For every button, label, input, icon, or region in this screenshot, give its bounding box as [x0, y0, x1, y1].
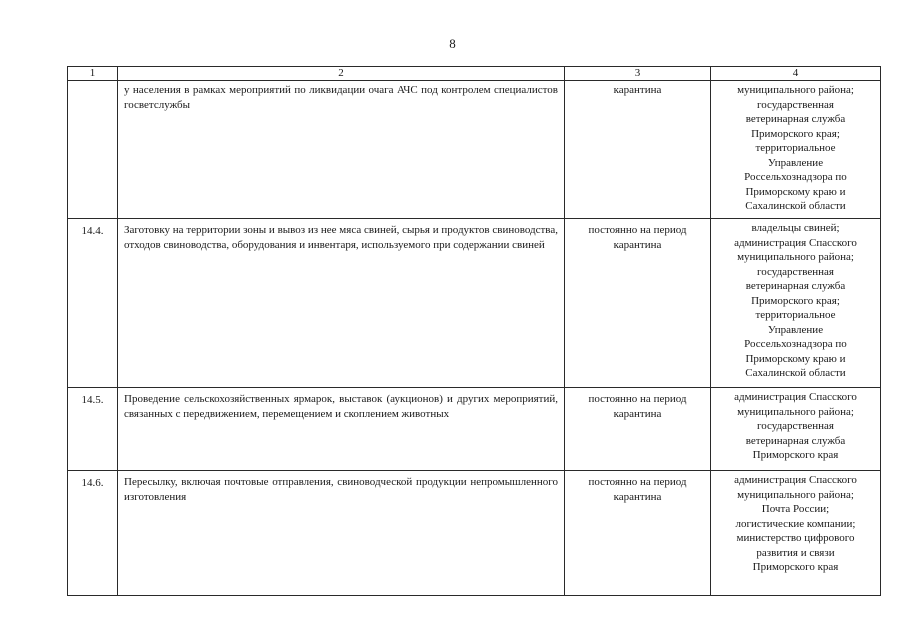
responsible-line: территориальное — [755, 309, 836, 321]
measure-period: постоянно на период карантина — [565, 388, 711, 471]
responsible-line: администрация Спасского — [734, 474, 857, 486]
table-row — [68, 471, 881, 596]
row-number — [68, 81, 118, 219]
column-header: 1 — [68, 67, 118, 81]
responsible-line: Приморскому краю и — [745, 185, 846, 198]
measure-description: у населения в рамках мероприятий по ликвидации очага АЧС под контролем специалистов госветслужбы — [118, 81, 565, 219]
responsible-line: ветеринарная служба — [745, 113, 846, 125]
responsible-line: Приморскому краю и — [745, 352, 846, 365]
responsible-parties — [711, 81, 881, 219]
responsible-line: Приморского края; — [751, 294, 840, 307]
responsible-line: администрация Спасского — [734, 236, 857, 249]
responsible-line: владельцы свиней; — [751, 222, 840, 234]
responsible-line: Сахалинской области — [745, 367, 846, 379]
measure-period: карантина — [565, 81, 711, 219]
responsible-line: развития и связи — [756, 546, 835, 559]
responsible-line: Управление — [767, 323, 824, 336]
responsible-line: Приморского края — [752, 561, 839, 573]
responsible-line: государственная — [757, 265, 834, 278]
measure-period: постоянно на период карантина — [565, 471, 711, 596]
responsible-line: Россельхознадзора по — [744, 338, 847, 350]
table-header-row — [68, 67, 881, 81]
responsible-parties — [711, 471, 881, 596]
responsible-line: логистические компании; — [735, 517, 856, 530]
column-header: 3 — [565, 67, 711, 81]
responsible-parties — [711, 219, 881, 388]
responsible-line: Сахалинской области — [745, 200, 846, 212]
table-row — [68, 388, 881, 471]
responsible-line: муниципального района; — [737, 405, 854, 418]
measure-period: постоянно на период карантина — [565, 219, 711, 388]
page-number: 8 — [449, 36, 456, 51]
table-row — [68, 219, 881, 388]
responsible-line: Почта России; — [761, 503, 830, 515]
responsible-line: муниципального района; — [737, 251, 854, 263]
responsible-line: администрация Спасского — [734, 391, 857, 403]
responsible-line: муниципального района; — [737, 84, 854, 96]
responsible-line: Приморского края; — [751, 127, 840, 140]
responsible-line: территориальное — [755, 142, 836, 154]
responsible-line: Россельхознадзора по — [744, 171, 847, 183]
measure-description: Заготовку на территории зоны и вывоз из нее мяса свиней, сырья и продуктов свиноводства, отходов свиноводства, оборудования и инвентаря, используемого при содержании свиней — [118, 219, 565, 388]
measure-description: Пересылку, включая почтовые отправления, свиноводческой продукции непромышленного изготовления — [118, 471, 565, 596]
responsible-parties — [711, 388, 881, 471]
responsible-line: ветеринарная служба — [745, 280, 846, 292]
responsible-line: государственная — [757, 98, 834, 111]
measure-description: Проведение сельскохозяйственных ярмарок, выставок (аукционов) и других мероприятий, связанных с передвижением, перемещением и скоплением животных — [118, 388, 565, 471]
responsible-line: Приморского края — [752, 449, 839, 461]
row-number: 14.6. — [68, 471, 118, 596]
responsible-line: муниципального района; — [737, 488, 854, 501]
table-row — [68, 81, 881, 219]
row-number: 14.5. — [68, 388, 118, 471]
measures-table — [67, 66, 881, 596]
row-number: 14.4. — [68, 219, 118, 388]
responsible-line: Управление — [767, 156, 824, 169]
column-header: 2 — [118, 67, 565, 81]
column-header: 4 — [711, 67, 881, 81]
responsible-line: министерство цифрового — [736, 532, 855, 544]
responsible-line: государственная — [757, 420, 834, 432]
responsible-line: ветеринарная служба — [745, 434, 846, 447]
